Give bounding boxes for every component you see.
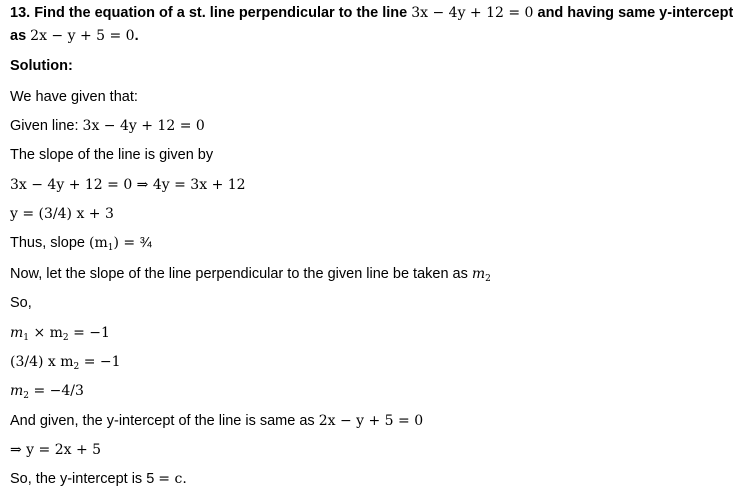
slope-label: Thus, slope	[10, 235, 85, 251]
solution-line-substitute	[10, 353, 121, 371]
solution-line-slope-m1	[10, 234, 152, 252]
solution-line-conclusion	[10, 470, 187, 488]
conclusion-equation: = c.	[158, 471, 187, 487]
problem-text-b: and having same y-intercept	[537, 5, 733, 21]
m2-value: = −4/3	[29, 383, 84, 399]
perpendicular-var-m: m	[471, 266, 486, 282]
m2-var: m	[10, 383, 24, 399]
substitute-lhs: (3/4) x m	[10, 354, 74, 370]
problem-equation-a: 3x − 4y + 12 = 0	[411, 5, 534, 21]
given-line-equation: 3x − 4y + 12 = 0	[82, 118, 205, 134]
given-line-label: Given line:	[10, 118, 79, 134]
solution-line-perpendicular	[10, 265, 491, 283]
m2-subscript: 2	[23, 391, 30, 401]
solution-heading: Solution:	[10, 58, 73, 74]
solution-line-product	[10, 324, 110, 342]
y-intercept-text: And given, the y-intercept of the line is same as	[10, 413, 315, 429]
product-m2-subscript: 2	[62, 333, 69, 343]
solution-line-m2-value	[10, 382, 84, 400]
problem-statement-line-1	[10, 4, 733, 22]
solution-line-so: So,	[10, 295, 32, 311]
solution-line-given-line	[10, 117, 205, 135]
slope-m1-value: ¾	[139, 235, 152, 251]
solution-line-y-intercept-given	[10, 412, 423, 430]
problem-equation-b: 2x − y + 5 = 0	[30, 28, 135, 44]
slope-m1-subscript: 1	[107, 243, 114, 253]
y-intercept-equation: 2x − y + 5 = 0	[318, 413, 424, 429]
perpendicular-var	[472, 266, 491, 282]
problem-text-c: as	[10, 28, 27, 44]
slope-m1-open: (m	[89, 235, 108, 251]
problem-text-d: .	[134, 28, 139, 44]
product-result: = −1	[68, 325, 110, 341]
perpendicular-text: Now, let the slope of the line perpendicular to the given line be taken as	[10, 266, 468, 282]
solution-line-given: We have given that:	[10, 89, 138, 105]
product-m1-subscript: 1	[23, 333, 30, 343]
solution-line-implies: ⇒ y = 2x + 5	[10, 442, 102, 458]
substitute-subscript: 2	[73, 362, 80, 372]
product-times-m2: × m	[29, 325, 63, 341]
solution-line-slope-intercept: y = (3/4) x + 3	[10, 206, 114, 222]
problem-number: 13.	[10, 5, 31, 21]
substitute-rhs: = −1	[79, 354, 121, 370]
conclusion-text: So, the y-intercept is 5	[10, 471, 155, 487]
problem-statement-line-2	[10, 27, 139, 45]
slope-m1-expression	[89, 235, 140, 251]
product-m1: m	[10, 325, 24, 341]
problem-text-a: Find the equation of a st. line perpendicular to the line	[34, 5, 408, 21]
solution-line-rearrange: 3x − 4y + 12 = 0 ⇒ 4y = 3x + 12	[10, 177, 246, 193]
perpendicular-var-subscript: 2	[485, 274, 491, 284]
slope-m1-close: ) =	[113, 235, 140, 251]
solution-line-slope-intro: The slope of the line is given by	[10, 147, 214, 163]
